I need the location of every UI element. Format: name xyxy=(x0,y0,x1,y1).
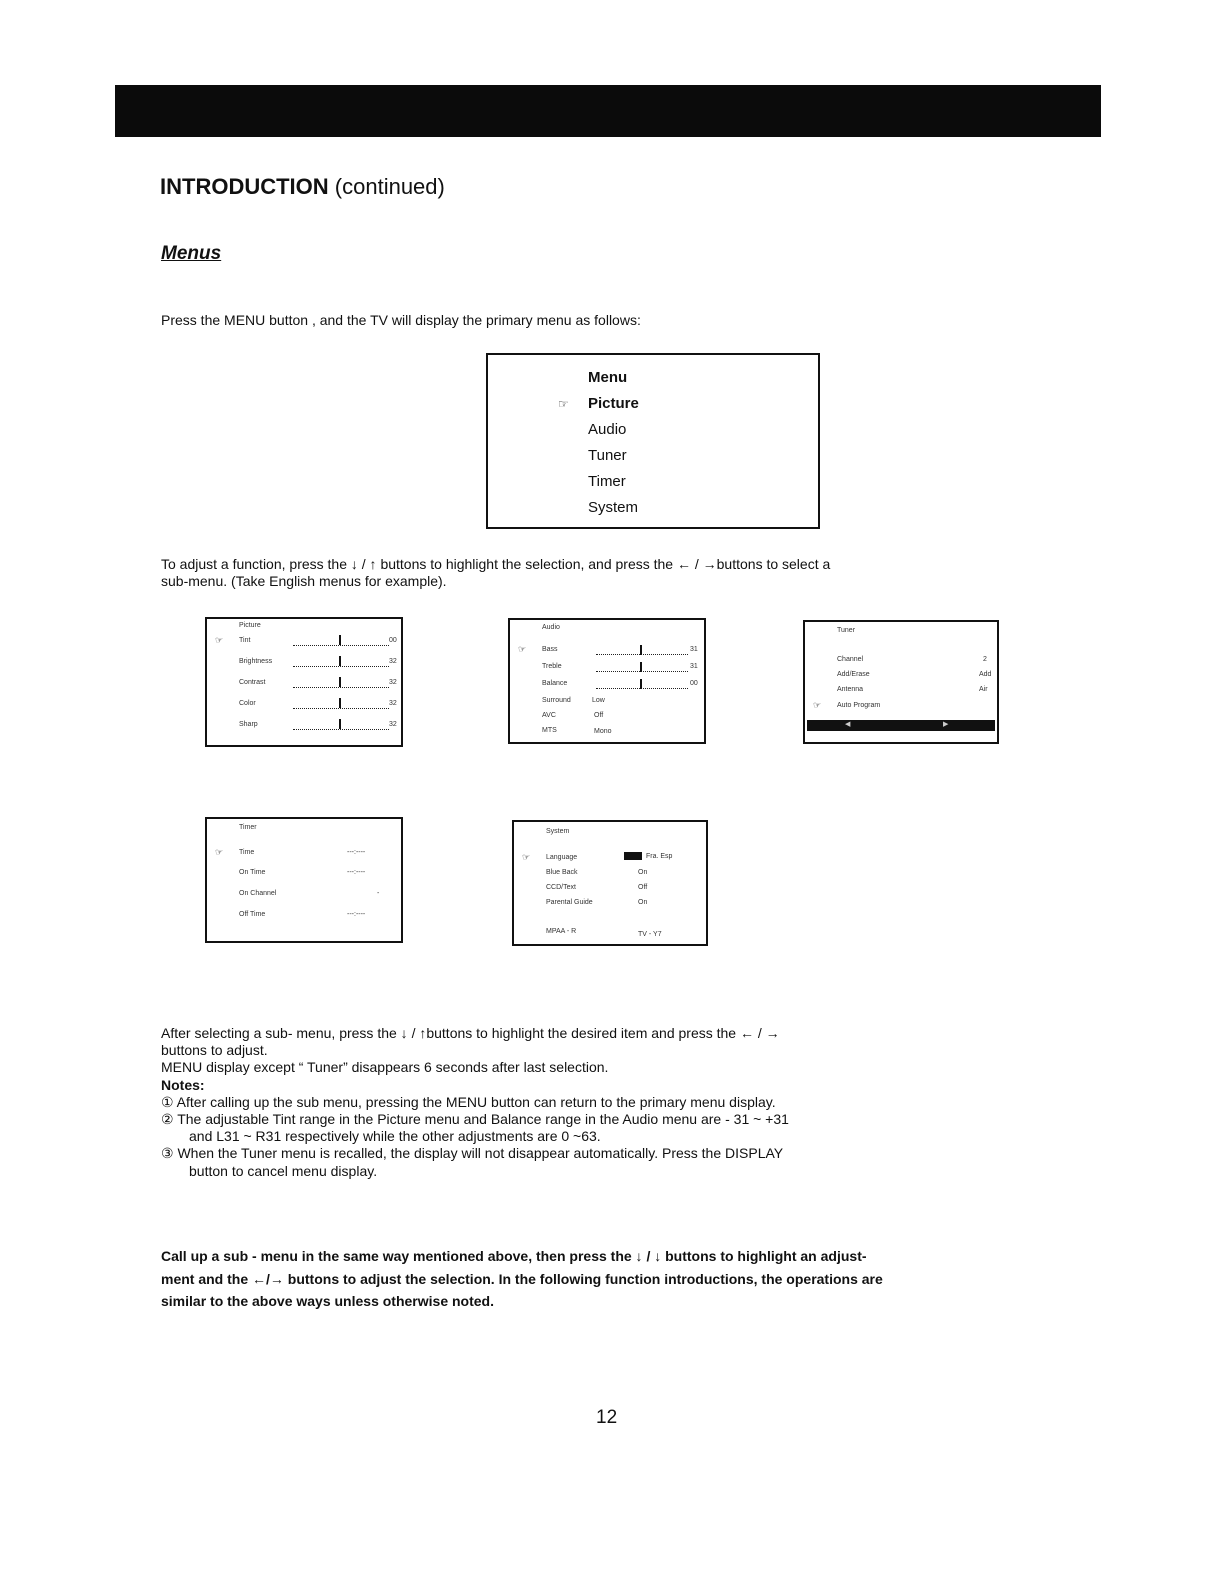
audio-row-value: Off xyxy=(594,712,604,719)
picture-row-label: Tint xyxy=(239,637,251,644)
picture-slider-track xyxy=(293,666,389,667)
audio-row-value: 00 xyxy=(690,680,698,687)
system-row-label: Language xyxy=(546,854,578,861)
timer-row-value: ---:---- xyxy=(347,869,366,876)
system-row-label: CCD/Text xyxy=(546,884,576,891)
audio-row-label: MTS xyxy=(542,727,557,734)
picture-row-value: 32 xyxy=(389,658,397,665)
main-menu-title: Menu xyxy=(588,369,628,386)
main-menu-item-audio[interactable]: Audio xyxy=(588,421,627,438)
tuner-submenu-title: Tuner xyxy=(837,627,856,634)
main-menu-item-tuner[interactable]: Tuner xyxy=(588,447,627,464)
system-row-value: TV - Y7 xyxy=(638,931,662,938)
adjust-paragraph xyxy=(161,556,830,590)
audio-row-value: Low xyxy=(592,697,605,704)
section-subheading: Menus xyxy=(161,243,222,264)
tuner-row-label: Auto Program xyxy=(837,702,881,709)
audio-submenu-title: Audio xyxy=(542,624,560,631)
audio-slider-track xyxy=(596,654,688,655)
audio-submenu xyxy=(508,618,706,744)
after-line-1: After selecting a sub- menu, press the ↓ / ↑buttons to highlight the desired item and press the ← / → xyxy=(161,1025,780,1041)
timer-row-label: On Channel xyxy=(239,890,277,897)
system-submenu xyxy=(512,820,708,946)
system-language-options xyxy=(624,852,672,860)
adjust-line-1: To adjust a function, press the ↓ / ↑ buttons to highlight the selection, and press the ← / →buttons to select a xyxy=(161,556,831,572)
tuner-status-bar xyxy=(807,720,995,731)
note-item-1: ① After calling up the sub menu, pressing the MENU button can return to the primary menu display. xyxy=(161,1093,776,1110)
picture-row-value: 32 xyxy=(389,721,397,728)
picture-row-label: Color xyxy=(239,700,256,707)
system-row-label: MPAA - R xyxy=(546,928,577,935)
note-item-3-continued: button to cancel menu display. xyxy=(189,1162,378,1179)
closing-line-3: similar to the above ways unless otherwise noted. xyxy=(161,1293,494,1309)
picture-slider-track xyxy=(293,687,389,688)
audio-row-label: Bass xyxy=(542,646,558,653)
intro-paragraph: Press the MENU button , and the TV will display the primary menu as follows: xyxy=(161,312,641,328)
audio-row-label: Surround xyxy=(542,697,571,704)
audio-row-value: 31 xyxy=(690,646,698,653)
picture-row-value: 32 xyxy=(389,700,397,707)
tuner-row-value: 2 xyxy=(983,656,987,663)
hand-pointer-icon: ☞ xyxy=(558,397,569,411)
picture-slider-knob xyxy=(339,677,341,687)
adjust-line-2: sub-menu. (Take English menus for example). xyxy=(161,573,447,589)
hand-pointer-icon: ☞ xyxy=(518,644,527,654)
closing-line-1: Call up a sub - menu in the same way mentioned above, then press the ↓ / ↓ buttons to highlight an adjust- xyxy=(161,1248,867,1264)
audio-row-label: AVC xyxy=(542,712,556,719)
instructions-block xyxy=(161,1025,789,1180)
picture-slider-knob xyxy=(339,635,341,645)
note-item-3: ③ When the Tuner menu is recalled, the display will not disappear automatically. Press the DISPLAY xyxy=(161,1145,784,1162)
picture-submenu xyxy=(205,617,403,747)
main-menu-box xyxy=(486,353,820,529)
main-menu-item-picture[interactable]: Picture xyxy=(588,395,639,412)
main-menu-item-system[interactable]: System xyxy=(588,499,639,516)
picture-row-label: Contrast xyxy=(239,679,266,686)
closing-line-2: ment and the ←/→ buttons to adjust the selection. In the following function introductions, the operations are xyxy=(161,1270,883,1287)
page-heading xyxy=(160,174,445,200)
picture-row-value: 00 xyxy=(389,637,397,644)
picture-row-value: 32 xyxy=(389,679,397,686)
picture-slider-track xyxy=(293,708,389,709)
system-row-label: Parental Guide xyxy=(546,899,593,906)
timer-row-value: ---:---- xyxy=(347,911,366,918)
system-row-label: Blue Back xyxy=(546,869,578,876)
arrow-left-icon: ◀ xyxy=(845,721,851,728)
picture-submenu-title: Picture xyxy=(239,622,261,629)
timer-row-label: Time xyxy=(239,849,255,856)
hand-pointer-icon: ☞ xyxy=(813,700,822,710)
picture-row-label: Brightness xyxy=(239,658,273,665)
picture-slider-track xyxy=(293,729,389,730)
system-row-value: Off xyxy=(638,884,648,891)
timer-row-value: - xyxy=(377,890,380,897)
system-row-value: On xyxy=(638,869,648,876)
audio-slider-track xyxy=(596,688,688,689)
notes-label: Notes: xyxy=(161,1076,205,1093)
arrow-right-icon: ▶ xyxy=(943,721,949,728)
audio-slider-knob xyxy=(640,645,642,655)
audio-slider-knob xyxy=(640,679,642,689)
audio-row-label: Treble xyxy=(542,663,562,670)
heading-rest: (continued) xyxy=(334,174,445,199)
picture-slider-knob xyxy=(339,698,341,708)
system-row-value: Fra. Esp xyxy=(646,852,673,860)
header-bar xyxy=(115,85,1101,137)
tuner-row-value: Add xyxy=(979,671,992,678)
tuner-row-label: Add/Erase xyxy=(837,671,870,678)
note-item-2: ② The adjustable Tint range in the Picture menu and Balance range in the Audio menu are - 31 ~ +31 xyxy=(161,1111,789,1128)
note-item-2-continued: and L31 ~ R31 respectively while the other adjustments are 0 ~63. xyxy=(189,1128,601,1145)
tuner-submenu xyxy=(803,620,999,744)
closing-paragraph xyxy=(161,1245,883,1313)
audio-row-value: Mono xyxy=(594,728,612,735)
picture-slider-knob xyxy=(339,656,341,666)
timer-submenu-title: Timer xyxy=(239,824,257,831)
tuner-row-label: Channel xyxy=(837,656,864,663)
main-menu-item-timer[interactable]: Timer xyxy=(588,473,626,490)
picture-row-label: Sharp xyxy=(239,721,258,728)
after-line-2: buttons to adjust. xyxy=(161,1042,268,1059)
page-number: 12 xyxy=(596,1407,618,1428)
system-submenu-title: System xyxy=(546,828,570,835)
timer-row-value: ---:---- xyxy=(347,849,366,856)
audio-slider-track xyxy=(596,671,688,672)
tuner-row-label: Antenna xyxy=(837,686,864,693)
audio-slider-knob xyxy=(640,662,642,672)
after-line-3: MENU display except “ Tuner” disappears 6 seconds after last selection. xyxy=(161,1059,609,1076)
hand-pointer-icon: ☞ xyxy=(522,852,531,862)
timer-row-label: On Time xyxy=(239,869,266,876)
timer-submenu xyxy=(205,817,403,943)
audio-row-value: 31 xyxy=(690,663,698,670)
tuner-row-value: Air xyxy=(979,686,988,693)
selected-language-badge xyxy=(624,852,642,860)
audio-row-label: Balance xyxy=(542,680,568,687)
hand-pointer-icon: ☞ xyxy=(215,635,224,645)
picture-slider-knob xyxy=(339,719,341,729)
system-row-value: On xyxy=(638,899,648,906)
picture-slider-track xyxy=(293,645,389,646)
timer-row-label: Off Time xyxy=(239,911,266,918)
heading-bold: INTRODUCTION xyxy=(160,174,329,199)
hand-pointer-icon: ☞ xyxy=(215,847,224,857)
